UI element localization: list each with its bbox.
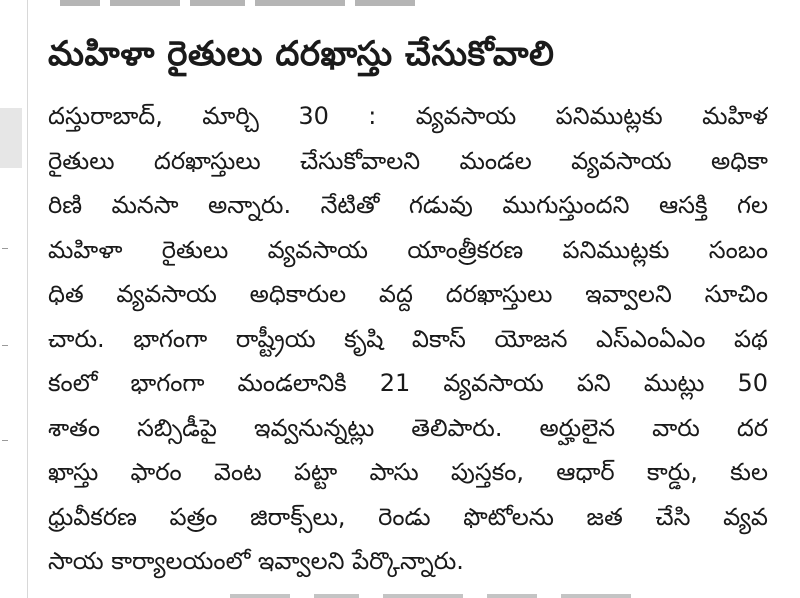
- article-line: ధిత వ్యవసాయ అధికారుల వద్ద దరఖాస్తులు ఇవ్వాలని సూచిం: [48, 280, 768, 308]
- article-line: కంలో భాగంగా మండలానికి 21 వ్యవసాయ పని ముట్లు 50: [48, 369, 768, 397]
- cropped-previous-text: [60, 0, 480, 8]
- cropped-next-text: [230, 590, 750, 598]
- margin-tick: [2, 248, 8, 249]
- article-body: [48, 94, 768, 584]
- article-line: ధ్రువీకరణ పత్రం జిరాక్స్‌లు, రెండు ఫొటోలను జత చేసి వ్యవ: [48, 502, 768, 531]
- margin-shaded-block: [0, 108, 22, 168]
- article-line: మహిళా రైతులు వ్యవసాయ యాంత్రీకరణ పనిముట్లకు సంబం: [48, 235, 768, 264]
- margin-tick: [2, 345, 8, 346]
- margin-tick: [2, 440, 8, 441]
- article-headline: మహిళా రైతులు దరఖాస్తు చేసుకోవాలి: [48, 34, 555, 74]
- article-line: రైతులు దరఖాస్తులు చేసుకోవాలని మండల వ్యవసాయ అధికా: [48, 146, 768, 175]
- article-line: రిణి మనసా అన్నారు. నేటితో గడువు ముగుస్తుందని ఆసక్తి గల: [48, 191, 768, 219]
- article-line: చారు. భాగంగా రాష్ట్రీయ కృషి వికాస్ యోజన ఎస్ఎంఏఎం పథ: [48, 324, 768, 353]
- article-line: సాయ కార్యాలయంలో ఇవ్వాలని పేర్కొన్నారు.: [48, 547, 464, 575]
- left-page-margin: [0, 0, 30, 598]
- article-line: శాతం సబ్సిడీపై ఇవ్వనున్నట్లు తెలిపారు. అర్హులైన వారు దర: [48, 413, 768, 442]
- margin-rule: [27, 0, 28, 598]
- article-line: ఖాస్తు ఫారం వెంట పట్టా పాసు పుస్తకం, ఆధార్ కార్డు, కుల: [48, 458, 768, 486]
- article-line: దస్తురాబాద్, మార్చి 30 : వ్యవసాయ పనిముట్లకు మహిళ: [48, 102, 768, 130]
